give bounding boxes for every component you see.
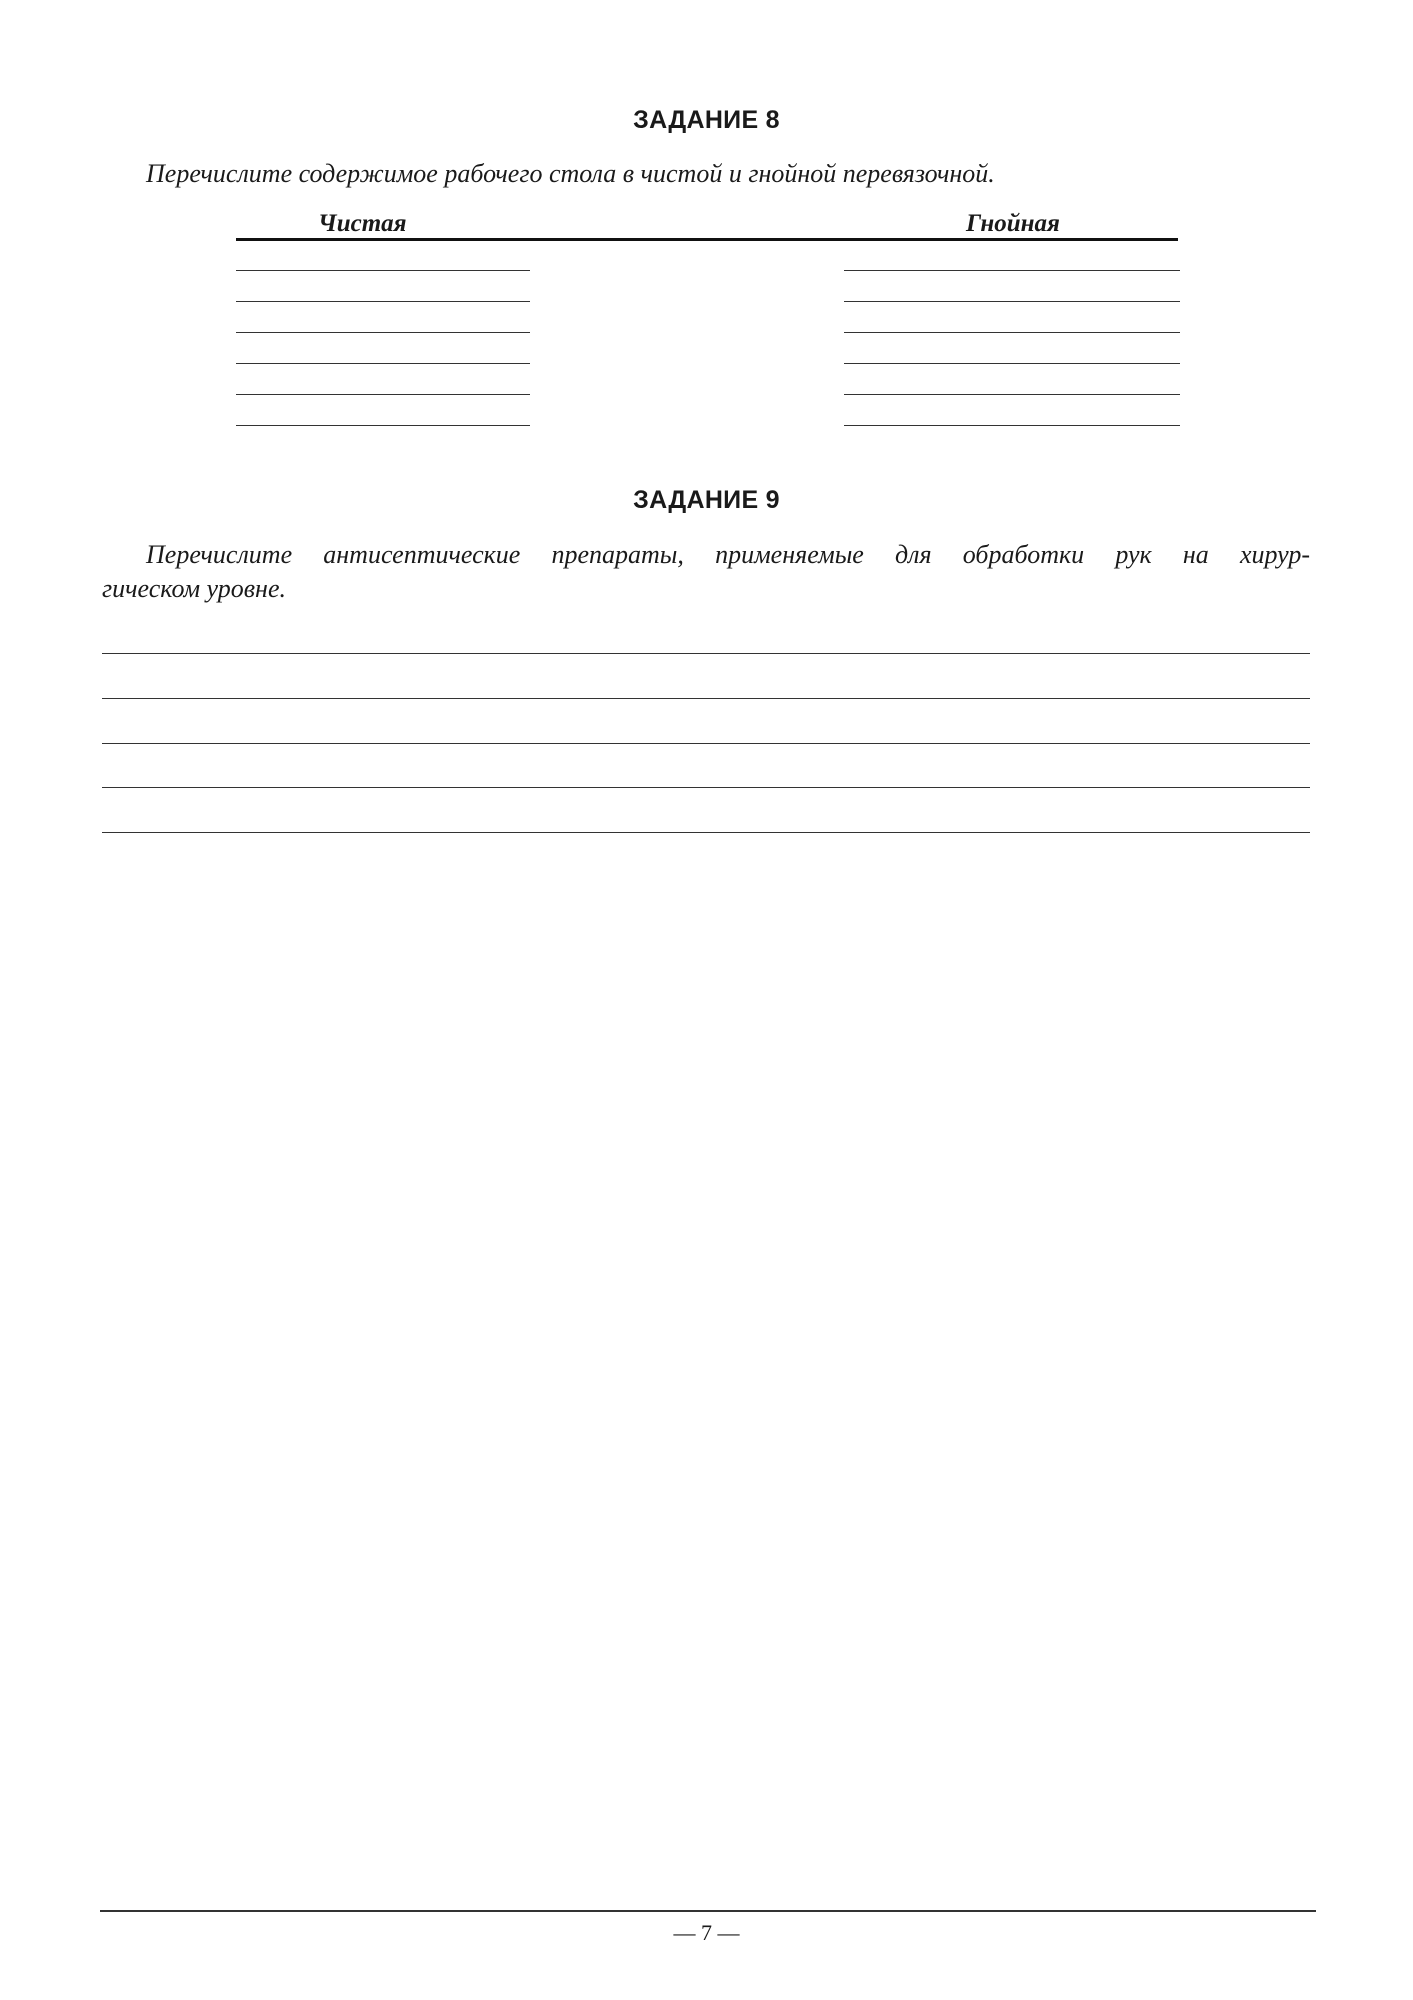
answer-line[interactable] [236, 270, 530, 271]
table-header-rule [236, 238, 1178, 241]
answer-line[interactable] [236, 363, 530, 364]
task9-prompt-line2: гическом уровне. [102, 574, 286, 603]
answer-line[interactable] [236, 332, 530, 333]
task9-prompt-line1: Перечислите антисептические препараты, применяемые для обработки рук на хирур- [146, 540, 1310, 569]
task9-title: ЗАДАНИЕ 9 [633, 486, 780, 514]
answer-line[interactable] [102, 787, 1310, 788]
answer-line[interactable] [844, 270, 1180, 271]
task8-title: ЗАДАНИЕ 8 [633, 106, 780, 134]
answer-line[interactable] [102, 743, 1310, 744]
answer-line[interactable] [236, 301, 530, 302]
answer-line[interactable] [844, 363, 1180, 364]
answer-line[interactable] [102, 832, 1310, 833]
answer-line[interactable] [236, 425, 530, 426]
page-number: — 7 — [673, 1920, 740, 1945]
answer-line[interactable] [844, 332, 1180, 333]
answer-line[interactable] [102, 698, 1310, 699]
column-header-purulent: Гнойная [966, 210, 1060, 237]
column-header-clean: Чистая [318, 210, 407, 237]
answer-line[interactable] [844, 394, 1180, 395]
answer-line[interactable] [844, 425, 1180, 426]
footer-rule [100, 1910, 1316, 1912]
answer-line[interactable] [102, 653, 1310, 654]
answer-line[interactable] [236, 394, 530, 395]
answer-line[interactable] [844, 301, 1180, 302]
task8-prompt: Перечислите содержимое рабочего стола в чистой и гнойной перевязочной. [146, 159, 995, 188]
